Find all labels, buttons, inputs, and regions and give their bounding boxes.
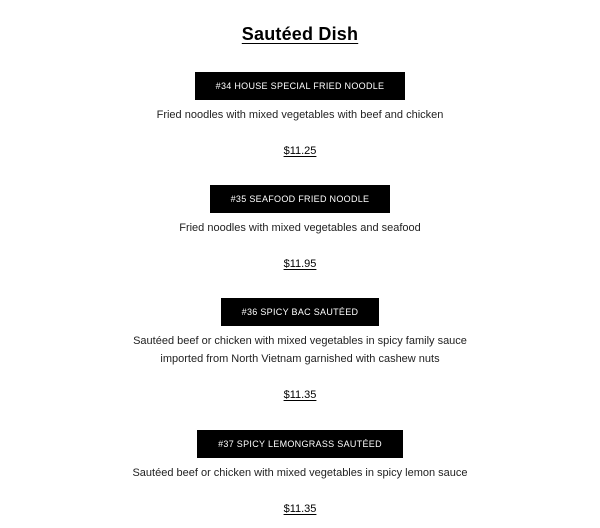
- menu-item-description: Fried noodles with mixed vegetables and seafood: [179, 222, 421, 234]
- menu-item: [0, 72, 600, 157]
- menu-item-description: Sautéed beef or chicken with mixed vegetables in spicy family sauce imported from North Vietnam garnished with cashew nuts: [133, 335, 467, 365]
- menu-item-price[interactable]: $11.25: [283, 145, 317, 157]
- menu-item-name: #36 SPICY BAC SAUTÉED: [221, 298, 380, 326]
- section-title: Sautéed Dish: [241, 24, 359, 44]
- menu-item: [0, 430, 600, 515]
- menu-item: [0, 298, 600, 401]
- menu-item-description: Sautéed beef or chicken with mixed vegetables in spicy lemon sauce: [132, 467, 468, 479]
- menu-item-price[interactable]: $11.95: [283, 258, 317, 270]
- menu-item-name: #35 SEAFOOD FRIED NOODLE: [210, 185, 391, 213]
- menu-item-description: Fried noodles with mixed vegetables with beef and chicken: [156, 109, 444, 121]
- menu-item-price[interactable]: $11.35: [283, 389, 317, 401]
- menu-item-name: #34 HOUSE SPECIAL FRIED NOODLE: [195, 72, 406, 100]
- menu-item-name: #37 SPICY LEMONGRASS SAUTÉED: [197, 430, 403, 458]
- menu-item-price[interactable]: $11.35: [283, 503, 317, 515]
- menu-item: [0, 185, 600, 270]
